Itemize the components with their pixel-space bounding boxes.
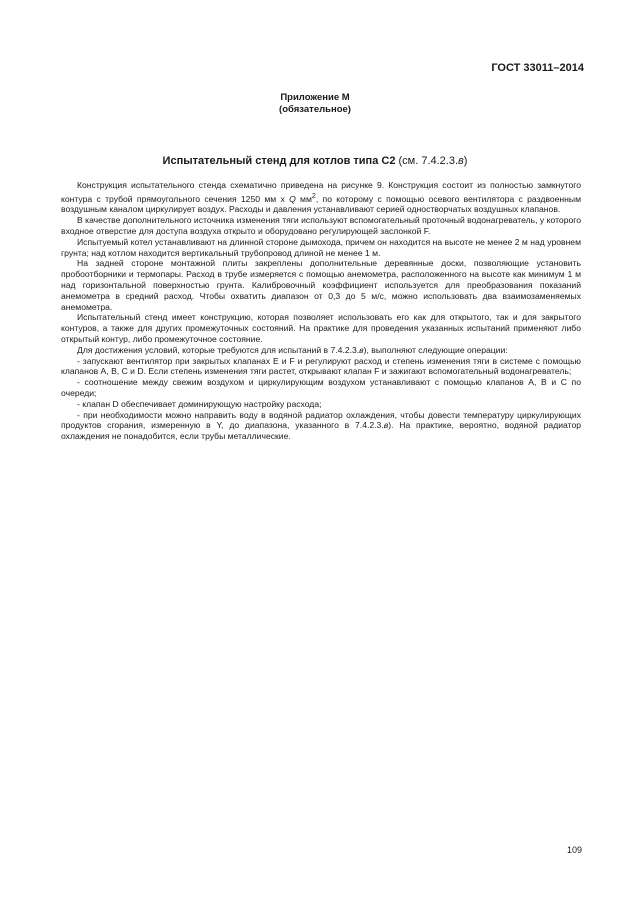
annex-label: Приложение М <box>280 92 350 103</box>
document-code: ГОСТ 33011–2014 <box>491 62 584 74</box>
p1-text-c: , по которому с помощью осевого вентилятора с раздвоенным воздушным каналом циркулирует воздух. Расходы и давления устанавливают серией одностворчатых воздушных клапанов. <box>61 193 581 215</box>
paragraph-boiler-install: Испытуемый котел устанавливают на длинной стороне дымохода, причем он находится на высоте не менее 2 м над уровнем грунта; над котлом находится вертикальный трубопровод длиной не менее 1 м. <box>61 236 581 258</box>
list-item: - запускают вентилятор при закрытых клапанах E и F и регулируют расход и степень изменения тяги в системе с помощью клапанов A, B, C и D. Если степень изменения тяги растет, открывают клапан F и зажигают вспомогательный водонагреватель; <box>61 355 581 377</box>
title-ref-post: ) <box>463 155 468 167</box>
li4-text-a: - при необходимости можно направить воду в водяной радиатор охлаждения, чтобы довести температуру циркулирующих продуктов сгорания, измеренную в Y, до диапазона, указанного в 7.4.2.3. <box>61 409 581 431</box>
annex-heading <box>0 92 630 116</box>
p1-text-a: Конструкция испытательного стенда схематично приведена на рисунке 9. Конструкция состоит из полностью замкнутого контура с трубой прямоугольного сечения 1250 мм х <box>61 180 581 204</box>
page-number: 109 <box>566 845 582 855</box>
paragraph-mounting: На задней стороне монтажной плиты закреплены дополнительные деревянные доски, позволяющие установить пробоотборники и термопары. Расход в трубе измеряется с помощью анемометра, расположенного на высоте как минимум 1 м над горизонтальной поверхностью грунта. Калибровочный коэффициент используется для преобразования показаний анемометра в средний расход. Чтобы охватить диапазон от 0,3 до 5 м/с, можно использовать два взаимозаменяемых анемометра. <box>61 258 581 312</box>
p6-item: в <box>359 344 364 355</box>
paragraph-construction <box>61 180 581 215</box>
body-text <box>61 180 581 442</box>
title-ref-item: в <box>458 155 464 167</box>
paragraph-draft-source: В качестве дополнительного источника изменения тяги используют вспомогательный проточный водонагреватель, у которого входное отверстие для доступа воздуха открыто и оборудовано регулирующей заслонкой F. <box>61 215 581 237</box>
title-ref-pre: (см. 7.4.2.3. <box>395 155 459 167</box>
li4-text-b: ). На практике, вероятно, водяной радиатор охлаждения не понадобится, если трубы металлические. <box>61 420 582 442</box>
annex-status: (обязательное) <box>279 104 351 115</box>
section-title <box>0 154 630 168</box>
p6-text-b: ), выполняют следующие операции: <box>363 344 508 355</box>
p6-text-a: Для достижения условий, которые требуются для испытаний в 7.4.2.3. <box>77 344 360 355</box>
li4-item: в <box>383 420 389 431</box>
paragraph-circuit: Испытательный стенд имеет конструкцию, которая позволяет использовать его как для открытого, так и для закрытого контуров, а также для других промежуточных состояний. На практике для проведения указанных испытаний применяют либо открытый контур, либо промежуточное состояние. <box>61 312 581 345</box>
list-item <box>61 410 581 442</box>
list-item: - соотношение между свежим воздухом и циркулирующим воздухом устанавливают с помощью клапанов A, B и C по очереди; <box>61 377 581 398</box>
p1-q-symbol: Q <box>289 193 296 204</box>
p1-text-b: мм <box>295 193 312 204</box>
title-main: Испытательный стенд для котлов типа С2 <box>162 155 396 167</box>
list-item: - клапан D обеспечивает доминирующую настройку расхода; <box>77 398 322 409</box>
p1-superscript: 2 <box>311 191 316 200</box>
paragraph-conditions <box>61 345 581 356</box>
